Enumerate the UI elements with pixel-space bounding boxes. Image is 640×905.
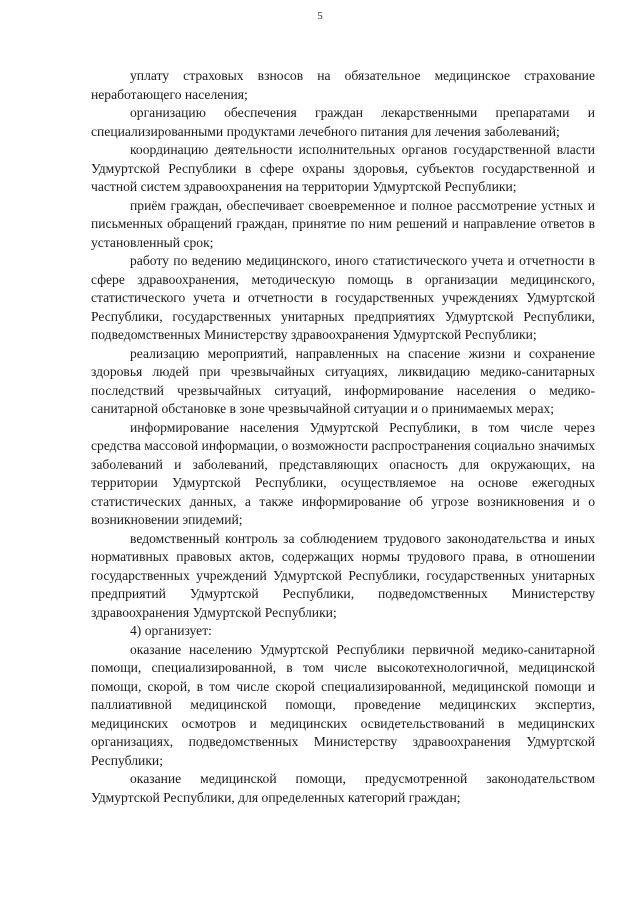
paragraph: информирование населения Удмуртской Республики, в том числе через средства массовой информации, о возможности распространения социально значимых заболеваний и заболеваний, представляющих опасность для окружающих, на территории Удмуртской Республики, осуществляемое на основе ежегодных статистических данных, а также информирование об угрозе возникновения и о возникновении эпидемий; <box>91 419 595 527</box>
paragraph: реализацию мероприятий, направленных на спасение жизни и сохранение здоровья людей при чрезвычайных ситуациях, ликвидацию медико-санитарных последствий чрезвычайных ситуаций, информирование населения о медико-санитарной обстановке в зоне чрезвычайной ситуации и о принимаемых мерах; <box>91 345 595 416</box>
page-number: 5 <box>317 10 323 22</box>
section-heading: 4) организует: <box>130 623 212 638</box>
paragraph: ведомственный контроль за соблюдением трудового законодательства и иных нормативных правовых актов, содержащих нормы трудового права, в отношении государственных учреждений Удмуртской Республики, государственных унитарных предприятий Удмуртской Республики, подведомственных Министерству здравоохранения Удмуртской Республики; <box>91 530 595 620</box>
paragraph: уплату страховых взносов на обязательное медицинское страхование неработающего населения; <box>91 68 595 102</box>
paragraph: оказание медицинской помощи, предусмотренной законодательством Удмуртской Республики, для определенных категорий граждан; <box>91 771 595 805</box>
paragraph: оказание населению Удмуртской Республики первичной медико-санитарной помощи, специализированной, в том числе высокотехнологичной, медицинской помощи, скорой, в том числе скорой специализированной, медицинской помощи и паллиативной медицинской помощи, проведение медицинских экспертиз, медицинских осмотров и медицинских освидетельствований в медицинских организациях, подведомственных Министерству здравоохранения Удмуртской Республики; <box>91 641 595 768</box>
paragraph: организацию обеспечения граждан лекарственными препаратами и специализированными продуктами лечебного питания для лечения заболеваний; <box>91 105 595 139</box>
paragraph: координацию деятельности исполнительных органов государственной власти Удмуртской Республики в сфере охраны здоровья, субъектов государственной и частной систем здравоохранения на территории Удмуртской Республики; <box>91 142 595 194</box>
paragraph: работу по ведению медицинского, иного статистического учета и отчетности в сфере здравоохранения, методическую помощь в организации медицинского, статистического учета и отчетности в государственных учреждениях Удмуртской Республики, государственных унитарных предприятиях Удмуртской Республики, подведомственных Министерству здравоохранения Удмуртской Республики; <box>91 253 595 342</box>
document-body <box>91 67 595 807</box>
paragraph: приём граждан, обеспечивает своевременное и полное рассмотрение устных и письменных обращений граждан, принятие по ним решений и направление ответов в установленный срок; <box>91 197 595 250</box>
